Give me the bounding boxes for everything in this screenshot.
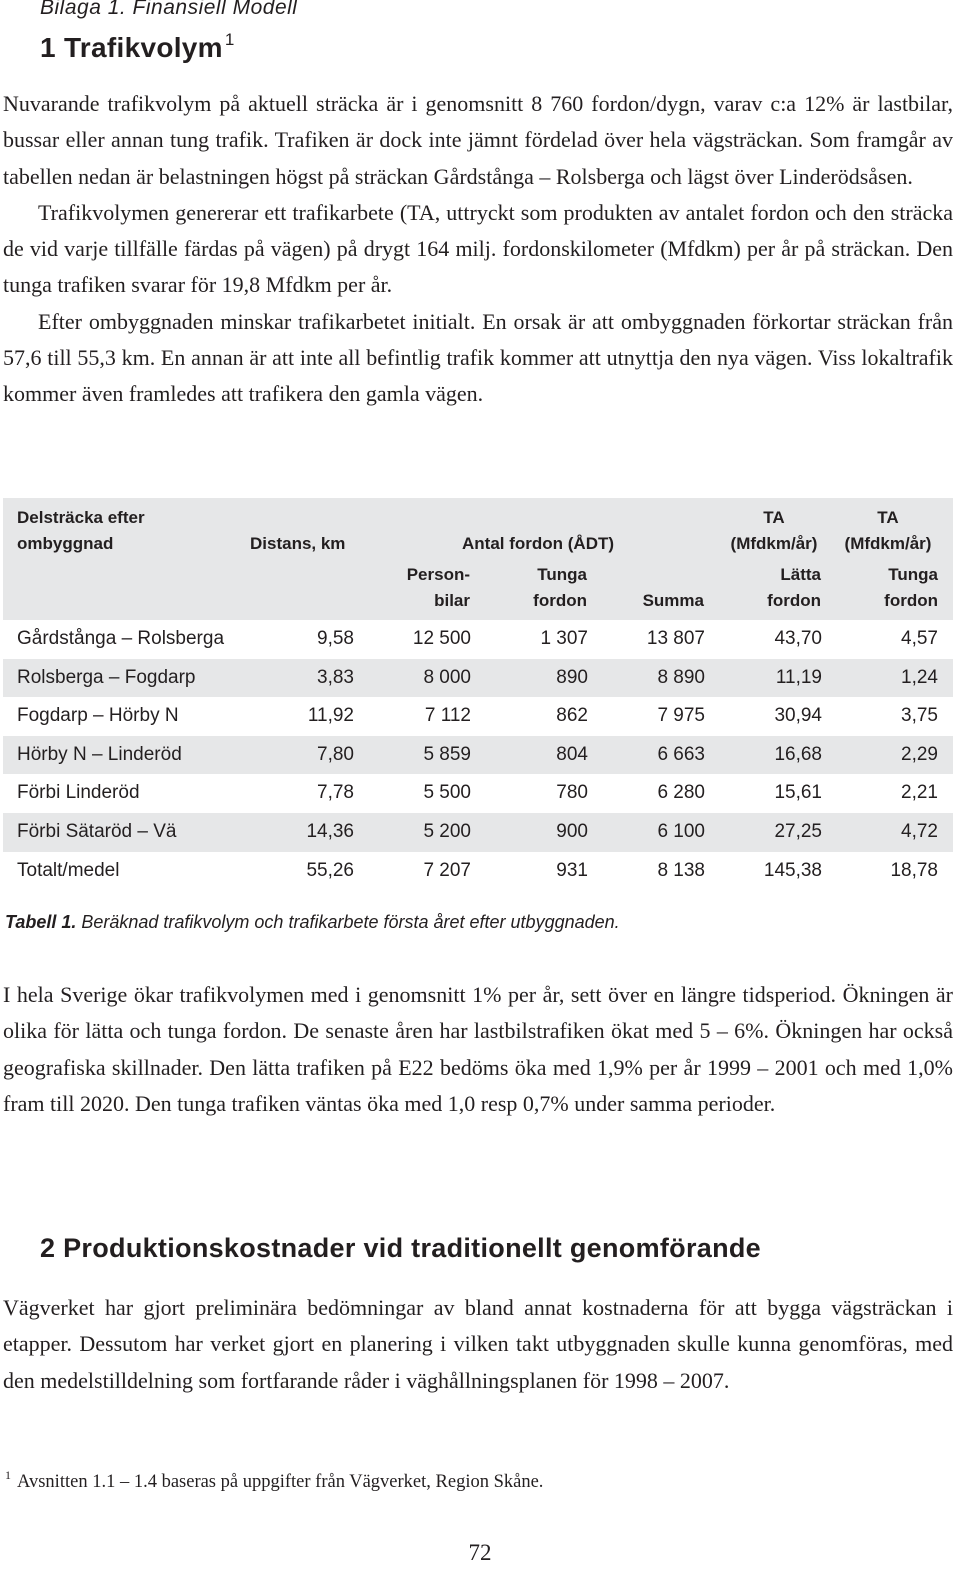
cell-distans: 11,92 — [307, 705, 354, 727]
cell-ta-latta: 145,38 — [763, 859, 822, 881]
cell-delstracka: Fogdarp – Hörby N — [17, 705, 179, 727]
cell-ta-latta: 30,94 — [774, 705, 822, 727]
cell-ta-tunga: 2,21 — [901, 782, 938, 804]
cell-summa: 13 807 — [646, 628, 705, 649]
cell-ta-tunga: 3,75 — [901, 705, 938, 727]
cell-ta-latta: 15,61 — [774, 782, 822, 804]
cell-personbilar: 7 207 — [423, 859, 471, 881]
cell-tunga: 931 — [556, 859, 588, 881]
footnote-mark: 1 — [5, 1468, 11, 1482]
cell-ta-tunga: 4,72 — [901, 821, 938, 842]
cell-distans: 9,58 — [317, 628, 354, 649]
cell-summa: 8 138 — [657, 859, 705, 881]
cell-ta-tunga: 4,57 — [901, 628, 938, 649]
table-row — [3, 620, 953, 659]
footnote-reference[interactable]: 1 — [224, 30, 235, 49]
cell-distans: 55,26 — [306, 859, 354, 881]
table-row — [3, 813, 953, 852]
paragraph: Vägverket har gjort preliminära bedömningar av bland annat kostnaderna för att bygga vägsträckan i etapper. Dessutom har verket gjort en planering i vilken takt utbyggnaden skulle kunna genomföras, med den medelstilldelning som fortfarande råder i väghållningsplanen för 1998 – 2007. — [3, 1295, 953, 1393]
header-tunga-fordon-ta: Tunga fordon — [884, 565, 938, 610]
header-distans: Distans, km — [250, 534, 346, 553]
running-head: Bilaga 1. Finansiell Modell — [40, 0, 298, 19]
cell-tunga: 1 307 — [540, 628, 588, 649]
section-1-title: 1 Trafikvolym — [40, 32, 223, 63]
cell-delstracka: Gårdstånga – Rolsberga — [17, 628, 225, 649]
caption-text: Beräknad trafikvolym och trafikarbete första året efter utbyggnaden. — [76, 912, 620, 932]
after-table-body — [3, 977, 953, 1122]
cell-personbilar: 5 859 — [423, 743, 471, 765]
header-ta-tunga: TA (Mfdkm/år) — [844, 508, 932, 553]
cell-distans: 7,78 — [317, 782, 354, 804]
cell-ta-tunga: 2,29 — [901, 743, 938, 765]
table-row-total — [3, 852, 953, 891]
header-ta-latta: TA (Mfdkm/år) — [730, 508, 818, 553]
cell-ta-latta: 11,19 — [775, 666, 822, 688]
section-1-body — [3, 86, 953, 413]
cell-personbilar: 8 000 — [423, 666, 471, 688]
header-antal-fordon: Antal fordon (ÅDT) — [462, 534, 615, 553]
cell-tunga: 862 — [556, 705, 588, 727]
section-1-heading — [40, 30, 235, 64]
cell-tunga: 804 — [556, 743, 588, 765]
paragraph: Trafikvolymen genererar ett trafikarbete (TA, uttryckt som produkten av antalet fordon och den sträcka de vid varje tillfälle färdas på vägen) på drygt 164 milj. fordonskilometer (Mfdkm) per år på sträckan. Den tunga trafiken svarar för 19,8 Mfdkm per år. — [3, 199, 953, 298]
table-row — [3, 736, 953, 775]
paragraph: I hela Sverige ökar trafikvolymen med i genomsnitt 1% per år, sett över en längre tidsperiod. Ökningen är olika för lätta och tunga fordon. De senaste åren har lastbilstrafiken ökat med 5 – 6%. Ökningen har också geografiska skillnader. Den lätta trafiken på E22 bedöms öka med 1,9% per år 1999 – 2001 och med 1,0% fram till 2020. Den tunga trafiken väntas öka med 1,0 resp 0,7% under samma perioder. — [3, 982, 953, 1116]
cell-personbilar: 12 500 — [412, 628, 471, 649]
cell-ta-latta: 27,25 — [774, 821, 822, 842]
cell-delstracka: Hörby N – Linderöd — [17, 743, 182, 765]
section-2-body — [3, 1290, 953, 1399]
cell-delstracka: Rolsberga – Fogdarp — [17, 666, 196, 688]
footnote-text: Avsnitten 1.1 – 1.4 baseras på uppgifter från Vägverket, Region Skåne. — [17, 1472, 544, 1492]
table-row — [3, 659, 953, 698]
cell-ta-tunga: 18,78 — [890, 859, 938, 881]
cell-personbilar: 7 112 — [424, 705, 471, 727]
footnote — [5, 1468, 543, 1493]
paragraph: Efter ombyggnaden minskar trafikarbetet initialt. En orsak är att ombyggnaden förkortar sträckan från 57,6 till 55,3 km. En annan är att inte all befintlig trafik kommer att utnyttja den nya vägen. Viss lokaltrafik kommer även framledes att trafikera den gamla vägen. — [3, 308, 953, 407]
cell-ta-latta: 16,68 — [774, 743, 822, 765]
cell-personbilar: 5 500 — [423, 782, 471, 804]
cell-distans: 14,36 — [306, 821, 354, 842]
cell-delstracka: Förbi Sätaröd – Vä — [17, 821, 177, 842]
cell-tunga: 890 — [556, 666, 588, 688]
cell-summa: 6 663 — [657, 743, 705, 765]
cell-personbilar: 5 200 — [423, 821, 471, 842]
cell-tunga: 900 — [556, 821, 588, 842]
cell-delstracka: Förbi Linderöd — [17, 782, 140, 804]
cell-ta-latta: 43,70 — [774, 628, 822, 649]
cell-distans: 3,83 — [317, 666, 354, 688]
page-number: 72 — [468, 1540, 492, 1565]
cell-distans: 7,80 — [317, 743, 354, 765]
cell-ta-tunga: 1,24 — [901, 666, 938, 688]
cell-summa: 8 890 — [657, 666, 705, 688]
header-delstracka: Delsträcka efter ombyggnad — [17, 508, 145, 553]
cell-delstracka: Totalt/medel — [17, 859, 120, 881]
section-2-heading: 2 Produktionskostnader vid traditionellt genomförande — [40, 1233, 761, 1263]
table-caption — [5, 912, 620, 933]
cell-tunga: 780 — [556, 782, 588, 804]
header-latta-fordon: Lätta fordon — [767, 565, 821, 610]
caption-label: Tabell 1. — [5, 912, 77, 932]
header-summa: Summa — [642, 591, 704, 610]
table-row — [3, 697, 953, 736]
cell-summa: 6 100 — [657, 821, 705, 842]
paragraph: Nuvarande trafikvolym på aktuell sträcka är i genomsnitt 8 760 fordon/dygn, varav c:a 12% är lastbilar, bussar eller annan tung trafik. Trafiken är dock inte jämnt fördelad över hela vägsträckan. Som framgår av tabellen nedan är belastningen högst på sträckan Gårdstånga – Rolsberga och lägst över Linderödsåsen. — [3, 91, 953, 189]
header-tunga-fordon: Tunga fordon — [533, 565, 587, 610]
cell-summa: 6 280 — [657, 782, 705, 804]
cell-summa: 7 975 — [657, 705, 705, 727]
table-row — [3, 774, 953, 813]
header-personbilar: Person- bilar — [406, 565, 470, 610]
